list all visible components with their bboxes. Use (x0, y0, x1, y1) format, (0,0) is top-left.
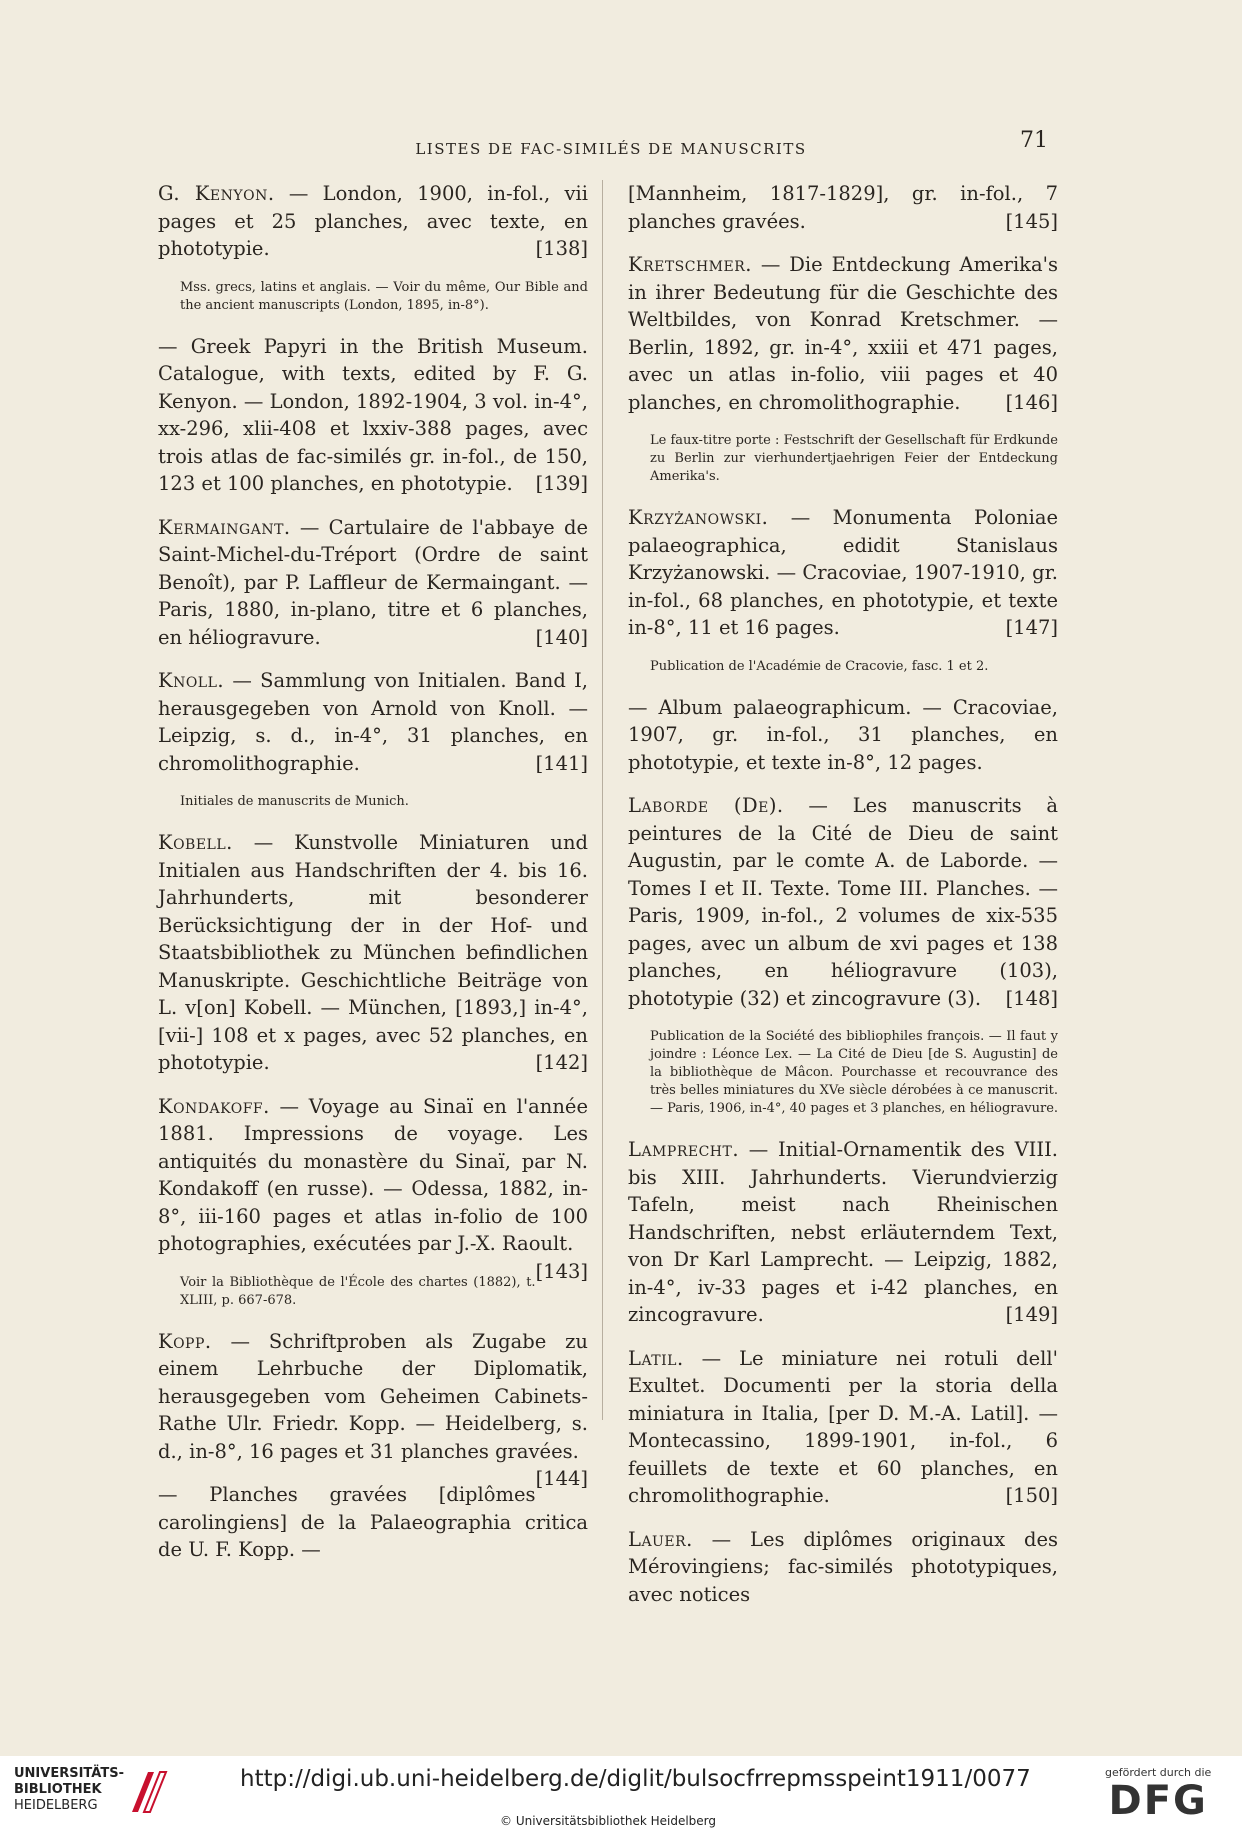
library-name-line3: HEIDELBERG (14, 1798, 98, 1813)
entry-number: [148] (1005, 986, 1058, 1010)
entry-note: Voir la Bibliothèque de l'École des chartes (1882), t. XLIII, p. 667-678. (180, 1274, 536, 1308)
entry-text: — Planches gravées [diplômes carolingiens] de la Palaeographia critica de U. F. Kopp. — (158, 1483, 588, 1561)
entry-note: Publication de l'Académie de Cracovie, fasc. 1 et 2. (650, 658, 989, 674)
entry-number: [146] (1005, 390, 1058, 414)
sponsor-caption: gefördert durch die (1105, 1766, 1212, 1779)
dfg-logo: DFG (1108, 1778, 1208, 1824)
entry-number: [142] (535, 1051, 588, 1074)
library-name-line1: UNIVERSITÄTS- (14, 1766, 124, 1781)
bibliography-entry (628, 1345, 1058, 1510)
bibliography-entry (628, 694, 1058, 777)
library-emblem-icon (128, 1768, 170, 1816)
entry-text: — Les diplômes originaux des Mérovingiens; fac-similés phototypiques, avec notices (628, 1527, 1058, 1606)
entry-text: — Initial-Ornamentik des VIII. bis XIII. Jahrhunderts. Vierundvierzig Tafeln, meist nach Rheinischen Handschriften, nebst erläuterndem Text, von Dr Karl Lamprecht. — Leipzig, 1882, in-4°, iv-33 pages et i-42 planches, en zincogravure. (628, 1138, 1058, 1326)
entry-author: Kopp. (158, 1329, 212, 1353)
bibliography-entry (628, 792, 1058, 1012)
entry-number: [143] (535, 1259, 588, 1283)
entry-number: [150] (1005, 1484, 1058, 1507)
bibliography-entry (158, 1481, 588, 1564)
entry-number: [144] (535, 1467, 588, 1490)
running-title: LISTES DE FAC-SIMILÉS DE MANUSCRITS (415, 140, 807, 158)
page-number: 71 (1020, 128, 1048, 153)
entry-number: [138] (535, 237, 588, 260)
bibliography-entry (628, 1136, 1058, 1329)
entry-number: [149] (1005, 1303, 1058, 1326)
entry-author: Lauer. (628, 1527, 693, 1551)
bibliography-entry (158, 180, 588, 263)
entry-number: [145] (1005, 209, 1058, 233)
entry-number: [140] (535, 625, 588, 649)
entry-text: — Kunstvolle Miniaturen und Initialen aus Handschriften der 4. bis 16. Jahrhunderts, mit besonderer Berücksichtigung der in der Hof- und Staatsbibliothek zu München befindlichen Manuskripte. Geschichtliche Beiträge von L. v[on] Kobell. — München, [1893,] in-4°, [vii-] 108 et x pages, avec 52 planches, en phototypie. (158, 831, 588, 1074)
library-name-line2: BIBLIOTHEK (14, 1782, 102, 1797)
entry-author: G. Kenyon. (158, 182, 275, 205)
entry-number: [139] (535, 472, 588, 495)
entry-text: — Sammlung von Initialen. Band I, herausgegeben von Arnold von Knoll. — Leipzig, s. d., in-4°, 31 planches, en chromolithographie. (158, 669, 588, 775)
entry-text: — Le miniature nei rotuli dell' Exultet. Documenti per la storia della miniatura in Italia, [per D. M.-A. Latil]. — Montecassino, 1899-1901, in-fol., 6 feuillets de texte et 60 planches, en chromolithographie. (628, 1346, 1058, 1507)
entry-note: Mss. grecs, latins et anglais. — Voir du même, Our Bible and the ancient manuscripts (London, 1895, in-8°). (180, 279, 588, 313)
entry-author: Kobell. (158, 831, 233, 854)
entry-author: Kondakoff. (158, 1094, 270, 1118)
entry-note: Publication de la Société des bibliophiles françois. — Il faut y joindre : Léonce Lex. — La Cité de Dieu [de S. Augustin] de la bibliothèque de Mâcon. Pourchasse et recouvrance des très belles miniatures du XVe siècle dérobées à ce manuscrit. — Paris, 1906, in-4°, 40 pages et 3 planches, en héliogravure. (650, 1029, 1059, 1116)
entry-text: — Les manuscrits à peintures de la Cité de Dieu de saint Augustin, par le comte A. de Laborde. — Tomes I et II. Texte. Tome III. Planches. — Paris, 1909, in-fol., 2 volumes de xix-535 pages, avec un album de xvi pages et 138 planches, en héliogravure (103), phototypie (32) et zincogravure (3). (628, 794, 1058, 1010)
library-logo[interactable] (14, 1766, 124, 1814)
bibliography-entry (628, 504, 1058, 642)
bibliography-entry (158, 667, 588, 777)
bibliography-entry (628, 1526, 1058, 1609)
left-column (158, 180, 588, 1580)
right-column (628, 180, 1058, 1624)
entry-author: Latil. (628, 1346, 684, 1370)
entry-text: — Die Entdeckung Amerika's in ihrer Bedeutung für die Geschichte des Weltbildes, von Konrad Kretschmer. — Berlin, 1892, gr. in-4°, xxiii et 471 pages, avec un atlas in-folio, viii pages et 40 planches, en chromolithographie. (628, 253, 1058, 414)
entry-note: Initiales de manuscrits de Munich. (180, 794, 409, 809)
entry-text: — Album palaeographicum. — Cracoviae, 1907, gr. in-fol., 31 planches, en phototypie, et texte in-8°, 12 pages. (628, 695, 1058, 774)
bibliography-entry (158, 514, 588, 652)
sponsor-logo[interactable] (1105, 1766, 1211, 1823)
permalink-url[interactable]: http://digi.ub.uni-heidelberg.de/diglit/bulsocfrrepmsspeint1911/0077 (240, 1766, 1031, 1792)
entry-text: [Mannheim, 1817-1829], gr. in-fol., 7 planches gravées. (628, 182, 1058, 233)
entry-author: Kermaingant. (158, 515, 291, 539)
entry-note: Le faux-titre porte : Festschrift der Gesellschaft für Erdkunde zu Berlin zur vierhundertjaehrigen Feier der Entdeckung Amerika's. (650, 433, 1058, 484)
column-divider (602, 180, 603, 1420)
entry-author: Lamprecht. (628, 1138, 740, 1161)
entry-text: — Greek Papyri in the British Museum. Catalogue, with texts, edited by F. G. Kenyon. — London, 1892-1904, 3 vol. in-4°, xx-296, xlii-408 et lxxiv-388 pages, avec trois atlas de fac-similés gr. in-fol., de 150, 123 et 100 planches, en phototypie. (158, 334, 588, 495)
bibliography-entry (158, 1328, 588, 1490)
entry-author: Knoll. (158, 669, 225, 692)
entry-number: [147] (1005, 616, 1058, 639)
entry-text: — Schriftproben als Zugabe zu einem Lehrbuche der Diplomatik, herausgegeben vom Geheimen Cabinets-Rathe Ulr. Friedr. Kopp. — Heidelberg, s. d., in-8°, 16 pages et 31 planches gravées. (158, 1329, 588, 1463)
copyright-notice: © Universitätsbibliothek Heidelberg (500, 1814, 717, 1828)
bibliography-entry (158, 1093, 588, 1283)
bibliography-entry (628, 251, 1058, 416)
entry-author: Kretschmer. (628, 253, 752, 276)
entry-text: — London, 1900, in-fol., vii pages et 25 planches, avec texte, en phototypie. (158, 182, 588, 260)
entry-text: — Cartulaire de l'abbaye de Saint-Michel-du-Tréport (Ordre de saint Benoît), par P. Laffleur de Kermaingant. — Paris, 1880, in-plano, titre et 6 planches, en héliogravure. (158, 515, 588, 649)
entry-text: — Voyage au Sinaï en l'année 1881. Impressions de voyage. Les antiquités du monastère du Sinaï, par N. Kondakoff (en russe). — Odessa, 1882, in-8°, iii-160 pages et atlas in-folio de 100 photographies, exécutées par J.-X. Raoult. (158, 1094, 588, 1255)
footer-bar (0, 1756, 1242, 1846)
bibliography-entry (158, 333, 588, 498)
bibliography-entry (158, 829, 588, 1077)
entry-text: — Monumenta Poloniae palaeographica, edidit Stanislaus Krzyżanowski. — Cracoviae, 1907-1910, gr. in-fol., 68 planches, en phototypie, et texte in-8°, 11 et 16 pages. (628, 506, 1058, 639)
entry-author: Laborde (De). (628, 794, 784, 817)
entry-author: Krzyżanowski. (628, 506, 769, 529)
entry-number: [141] (535, 751, 588, 775)
bibliography-entry (628, 180, 1058, 235)
